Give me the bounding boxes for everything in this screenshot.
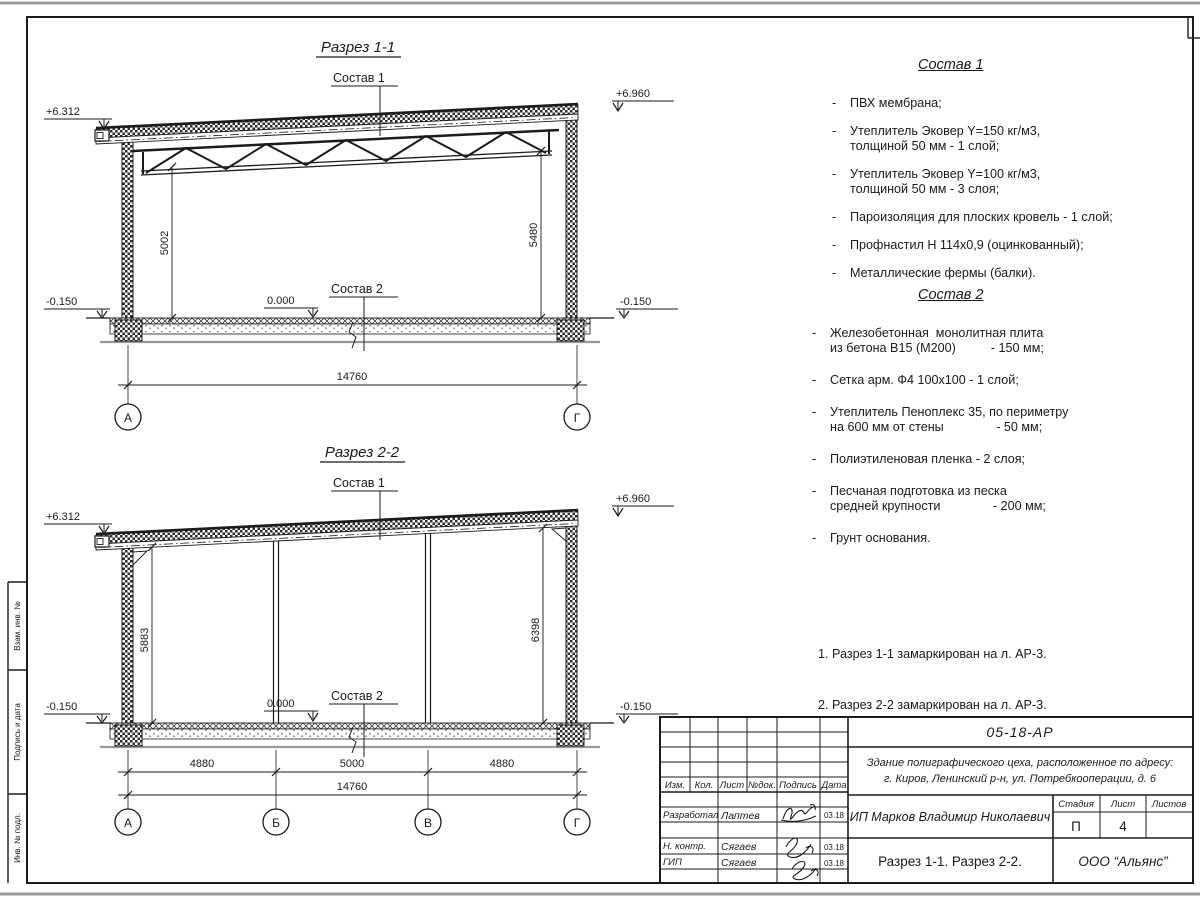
section-1-1 bbox=[44, 39, 678, 430]
item-text: Профнастил Н 114х0,9 (оцинкованный); bbox=[850, 238, 1084, 252]
section2-dim-height-right: 6398 bbox=[530, 617, 542, 643]
sostav2-title: Состав 2 bbox=[918, 287, 984, 303]
item-text: толщиной 50 мм - 3 слоя; bbox=[850, 182, 1000, 196]
bullet: - bbox=[832, 96, 837, 110]
section2-elev-zero: 0.000 bbox=[267, 698, 295, 710]
section2-sostav2-label: Состав 2 bbox=[331, 689, 383, 703]
titleblock-col-kol: Кол. bbox=[694, 780, 714, 791]
item-text: толщиной 50 мм - 1 слой; bbox=[850, 139, 1000, 153]
section2-dim-span-2: 5000 bbox=[339, 758, 365, 770]
titleblock-project-line1: Здание полиграфического цеха, расположенное по адресу: bbox=[866, 757, 1174, 769]
bullet: - bbox=[812, 531, 817, 545]
section2-axis-3: В bbox=[423, 816, 433, 830]
bullet: - bbox=[812, 484, 817, 498]
list-item bbox=[812, 484, 1192, 514]
section2-axis-2: Б bbox=[272, 816, 280, 830]
notes bbox=[818, 612, 1047, 731]
frame-vertical-labels bbox=[13, 601, 22, 863]
titleblock-col-izm: Изм. bbox=[664, 780, 686, 791]
item-text: Железобетонная монолитная плита bbox=[830, 326, 1044, 340]
list-item bbox=[832, 124, 1192, 154]
section1-dim-height-right: 5480 bbox=[528, 222, 540, 248]
section1-elev-top-right: +6.960 bbox=[616, 88, 650, 100]
section1-elev-top-left: +6.312 bbox=[46, 106, 80, 118]
section2-axis-4: Г bbox=[573, 816, 581, 830]
item-text: Сетка арм. Ф4 100х100 - 1 слой; bbox=[830, 373, 1019, 387]
section2-dim-span-3: 4880 bbox=[489, 758, 515, 770]
item-text: на 600 мм от стены - 50 мм; bbox=[830, 420, 1043, 434]
titleblock-row3-name: Сягаев bbox=[721, 857, 757, 869]
sostav1-list bbox=[832, 96, 1192, 294]
section1-roof bbox=[95, 104, 578, 144]
note-line: 2. Разрез 2-2 замаркирован на л. АР-3. bbox=[818, 698, 1047, 712]
bullet: - bbox=[832, 210, 837, 224]
titleblock-row1-role: Разработал bbox=[663, 810, 719, 821]
section2-elev-top-right: +6.960 bbox=[616, 493, 650, 505]
titleblock-doc-number: 05-18-АР bbox=[986, 724, 1054, 740]
item-text: ПВХ мембрана; bbox=[850, 96, 942, 110]
section2-axis-1: А bbox=[123, 816, 133, 830]
section2-floor bbox=[86, 723, 614, 753]
item-text: Песчаная подготовка из песка bbox=[830, 484, 1007, 498]
titleblock-row2-date: 03.18 bbox=[823, 843, 845, 852]
item-text: Пароизоляция для плоских кровель - 1 слой; bbox=[850, 210, 1113, 224]
signature-syagaev bbox=[786, 838, 818, 880]
section2-title: Разрез 2-2 bbox=[324, 444, 400, 461]
section1-title: Разрез 1-1 bbox=[320, 39, 396, 56]
frame-label-vzam: Взам. инв. № bbox=[13, 601, 22, 651]
section1-floor bbox=[86, 318, 614, 348]
item-text: Утеплитель Эковер Y=150 кг/м3, bbox=[850, 124, 1041, 138]
titleblock-stage-value: П bbox=[1071, 819, 1081, 834]
section1-sostav1-label: Состав 1 bbox=[333, 71, 385, 85]
bullet: - bbox=[832, 266, 837, 280]
titleblock-col-doc: №док. bbox=[748, 780, 776, 791]
list-item bbox=[832, 266, 1192, 281]
item-text: Утеплитель Эковер Y=100 кг/м3, bbox=[850, 167, 1041, 181]
titleblock-client: ИП Марков Владимир Николаевич bbox=[849, 810, 1051, 824]
titleblock-row3-role: ГИП bbox=[663, 857, 682, 868]
list-item bbox=[832, 96, 1192, 111]
section2-dim-total: 14760 bbox=[336, 781, 368, 793]
bullet: - bbox=[812, 326, 817, 340]
titleblock-sheets-label: Листов bbox=[1151, 799, 1187, 810]
titleblock-stage-label: Стадия bbox=[1058, 799, 1094, 810]
list-item bbox=[832, 210, 1192, 225]
bullet: - bbox=[832, 238, 837, 252]
section1-dim-total: 14760 bbox=[336, 371, 368, 383]
section1-dim-height-left: 5002 bbox=[159, 230, 171, 256]
titleblock-col-list: Лист bbox=[719, 780, 745, 791]
bullet: - bbox=[812, 405, 817, 419]
titleblock-row3-date: 03.18 bbox=[823, 859, 845, 868]
section1-bottom-dims bbox=[115, 345, 590, 430]
list-item bbox=[832, 167, 1192, 197]
section1-elev-zero: 0.000 bbox=[267, 295, 295, 307]
section2-dim-span-1: 4880 bbox=[189, 758, 215, 770]
title-block bbox=[660, 717, 1193, 883]
list-item bbox=[812, 326, 1192, 356]
frame-label-inv: Инв. № подл. bbox=[13, 813, 22, 863]
list-item bbox=[812, 373, 1192, 388]
section2-roof bbox=[95, 510, 578, 565]
titleblock-sheet-title: Разрез 1-1. Разрез 2-2. bbox=[878, 854, 1022, 869]
titleblock-col-podpis: Подпись bbox=[779, 780, 817, 791]
section1-axis-left: А bbox=[123, 411, 133, 425]
item-text: Полиэтиленовая пленка - 2 слоя; bbox=[830, 452, 1026, 466]
titleblock-row1-date: 03.18 bbox=[823, 811, 845, 820]
section2-elev-bottom-right: -0.150 bbox=[620, 701, 652, 713]
section2-elev-bottom-left: -0.150 bbox=[46, 701, 78, 713]
item-text: средней крупности - 200 мм; bbox=[830, 499, 1046, 513]
bullet: - bbox=[812, 373, 817, 387]
titleblock-sheet-label: Лист bbox=[1110, 799, 1136, 810]
list-item bbox=[832, 238, 1192, 253]
bullet: - bbox=[832, 167, 837, 181]
note-line: 1. Разрез 1-1 замаркирован на л. АР-3. bbox=[818, 647, 1047, 661]
list-item bbox=[812, 452, 1192, 467]
titleblock-company: ООО “Альянс” bbox=[1078, 854, 1168, 869]
titleblock-row2-role: Н. контр. bbox=[663, 841, 706, 852]
titleblock-col-data: Дата bbox=[821, 780, 847, 791]
item-text: Утеплитель Пеноплекс 35, по периметру bbox=[830, 405, 1069, 419]
titleblock-project-line2: г. Киров, Ленинский р-н, ул. Потребкооперации, д. 6 bbox=[883, 773, 1157, 785]
section1-axis-right: Г bbox=[573, 411, 581, 425]
section2-dim-height-left: 5883 bbox=[139, 627, 151, 653]
item-text: из бетона В15 (М200) - 150 мм; bbox=[830, 341, 1044, 355]
bullet: - bbox=[832, 124, 837, 138]
sostav2-list bbox=[812, 326, 1192, 563]
section1-elev-bottom-right: -0.150 bbox=[620, 296, 652, 308]
list-item bbox=[812, 405, 1192, 435]
item-text: Грунт основания. bbox=[830, 531, 931, 545]
titleblock-row1-name: Лаптев bbox=[721, 810, 760, 822]
frame-label-podpis: Подпись и дата bbox=[13, 703, 22, 761]
section1-sostav2-label: Состав 2 bbox=[331, 282, 383, 296]
item-text: Металлические фермы (балки). bbox=[850, 266, 1036, 280]
section2-elev-top-left: +6.312 bbox=[46, 511, 80, 523]
sostav1-title: Состав 1 bbox=[918, 57, 984, 73]
titleblock-row2-name: Сягаев bbox=[721, 841, 757, 853]
section1-elev-bottom-left: -0.150 bbox=[46, 296, 78, 308]
section2-sostav1-label: Состав 1 bbox=[333, 476, 385, 490]
list-item bbox=[812, 531, 1192, 546]
bullet: - bbox=[812, 452, 817, 466]
titleblock-sheet-value: 4 bbox=[1119, 819, 1127, 834]
section-2-2 bbox=[44, 444, 678, 835]
